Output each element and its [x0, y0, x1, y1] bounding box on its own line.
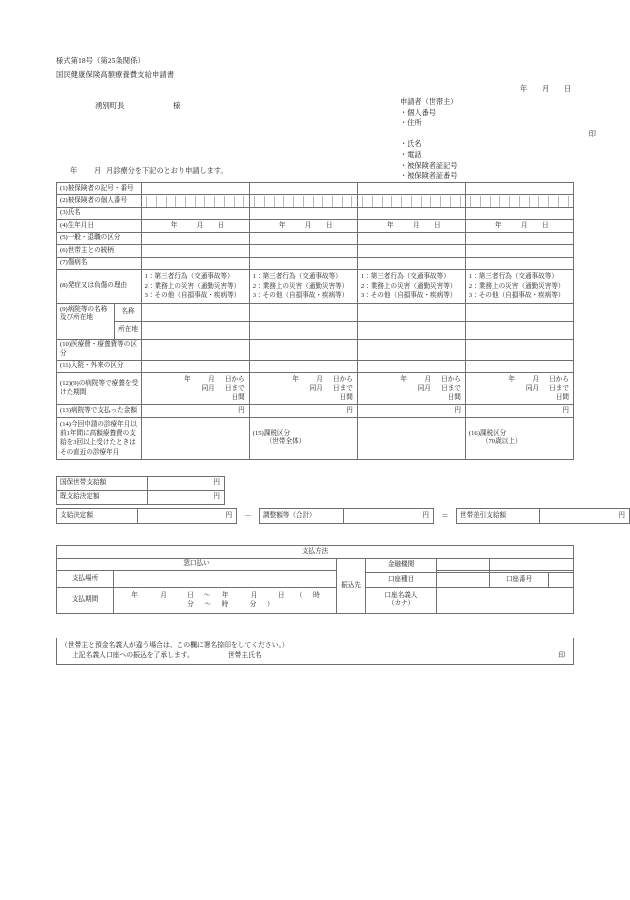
row6-col4[interactable]	[465, 245, 573, 257]
numcell[interactable]	[460, 196, 465, 207]
payment-place-label: 支払場所	[57, 571, 114, 587]
row4-col1[interactable]	[141, 220, 249, 232]
household-benefit-label: 国保世帯支給額	[57, 477, 148, 491]
reason-option-3[interactable]: 3：その他（自損事故・疾病等）	[144, 292, 241, 300]
row11-col3[interactable]	[357, 360, 465, 372]
numcell[interactable]	[402, 196, 412, 207]
table-row	[57, 257, 574, 269]
submission-date	[520, 84, 600, 94]
counter-payment-header: 窓口払い	[57, 558, 337, 571]
numcell[interactable]	[255, 196, 265, 207]
numcell[interactable]	[303, 196, 313, 207]
row6-col3[interactable]	[357, 245, 465, 257]
table-row	[57, 587, 574, 614]
form-title: 国民健康保険高額療養費支給申請書	[56, 71, 175, 79]
bank-branch-input-a[interactable]	[490, 558, 574, 571]
row7-col3[interactable]	[357, 257, 465, 269]
reason-option-2[interactable]: 2：業務上の災害（通勤災害等）	[468, 282, 565, 290]
row-label-9: (9)病院等の名称及び所在地	[57, 303, 115, 339]
numcell[interactable]	[176, 196, 186, 207]
table-row	[57, 546, 574, 559]
numcell[interactable]	[352, 196, 357, 207]
row7-col1[interactable]	[141, 257, 249, 269]
birth-month-label: 月	[196, 221, 204, 229]
row3-col4[interactable]	[465, 207, 573, 219]
application-table	[56, 182, 574, 460]
row5-col4[interactable]	[465, 232, 573, 244]
hospital-name-sublabel: 名称	[115, 303, 141, 321]
table-row	[57, 373, 574, 405]
tax-division-over70: (16)課税区分 （70歳以上）	[465, 418, 573, 459]
row9-addr-col2[interactable]	[249, 321, 357, 339]
row6-col2[interactable]	[249, 245, 357, 257]
calculation-row	[56, 508, 630, 524]
yen-unit: 円	[562, 407, 569, 415]
applicant-field-insurance-number: ・被保険者証番号	[400, 172, 458, 181]
applicant-spacer	[400, 129, 600, 140]
row14-col1[interactable]	[141, 418, 249, 459]
row9-name-col2[interactable]	[249, 303, 357, 321]
adjustment-label: 調整額等（合計）	[260, 509, 344, 524]
row9-addr-col4[interactable]	[465, 321, 573, 339]
birth-year-label: 年	[170, 221, 178, 229]
numcell[interactable]	[392, 196, 402, 207]
transfer-destination-label: 振込先	[337, 558, 366, 614]
numcell[interactable]	[500, 196, 510, 207]
row12-col3-period[interactable]: 年 月 日から 同月 日まで 日間	[357, 373, 465, 405]
row2-col3-numgrid[interactable]	[357, 195, 465, 207]
reason-option-1[interactable]: 1：第三者行為（交通事故等）	[468, 273, 558, 281]
numcell[interactable]	[185, 196, 195, 207]
number-grid	[466, 196, 573, 207]
reason-option-1[interactable]: 1：第三者行為（交通事故等）	[252, 273, 342, 281]
row-label-13: (13)病院等で支払った金額	[57, 405, 142, 418]
row9-name-col1[interactable]	[141, 303, 249, 321]
addressee-mayor: 湧別町長	[95, 101, 125, 110]
numcell[interactable]	[549, 196, 559, 207]
account-number-label: 口座番号	[490, 573, 549, 587]
row13-col3[interactable]	[357, 405, 465, 418]
numcell[interactable]	[558, 196, 568, 207]
row-label-5: (5)一般・退職の区分	[57, 232, 142, 244]
reason-option-2[interactable]: 2：業務上の災害（通勤災害等）	[360, 282, 457, 290]
row-label-6: (6)世帯主との続柄	[57, 245, 142, 257]
account-holder-input[interactable]	[437, 587, 574, 614]
already-paid-value[interactable]: 円	[148, 491, 225, 505]
account-holder-label: 口座名義人 （カナ）	[366, 587, 437, 614]
table-row	[57, 339, 574, 360]
numcell[interactable]	[411, 196, 421, 207]
numcell[interactable]	[421, 196, 431, 207]
reason-option-3[interactable]: 3：その他（自損事故・疾病等）	[468, 292, 565, 300]
row9-addr-col1[interactable]	[141, 321, 249, 339]
row9-name-col3[interactable]	[357, 303, 465, 321]
table-row	[57, 232, 574, 244]
row5-col2[interactable]	[249, 232, 357, 244]
note-householder-name-label: 世帯主氏名	[227, 651, 262, 659]
row8-col2-reasons[interactable]	[249, 270, 357, 304]
net-benefit-label: 世帯差引支給額	[456, 509, 539, 524]
row10-col3[interactable]	[357, 339, 465, 360]
numcell[interactable]	[166, 196, 176, 207]
numcell[interactable]	[363, 196, 373, 207]
declaration-line	[70, 166, 228, 176]
numcell[interactable]	[205, 196, 215, 207]
numcell[interactable]	[244, 196, 249, 207]
date-year-label: 年	[520, 85, 528, 93]
minus-operator: －	[244, 511, 252, 521]
reason-option-2[interactable]: 2：業務上の災害（通勤災害等）	[252, 282, 349, 290]
decided-amount-value[interactable]: 円	[138, 509, 237, 524]
row11-col2[interactable]	[249, 360, 357, 372]
number-grid	[250, 196, 357, 207]
numcell[interactable]	[332, 196, 342, 207]
numcell[interactable]	[372, 196, 382, 207]
applicant-field-insurance-symbol: ・被保険者証記号	[400, 161, 458, 170]
row4-col2[interactable]: 年 月 日	[249, 220, 357, 232]
numcell[interactable]	[195, 196, 205, 207]
numcell[interactable]	[539, 196, 549, 207]
row13-col4[interactable]	[465, 405, 573, 418]
reason-option-3[interactable]: 3：その他（自損事故・疾病等）	[252, 292, 349, 300]
equals-operator: ＝	[441, 511, 449, 521]
applicant-block	[400, 97, 600, 182]
row8-col1-reasons[interactable]	[141, 270, 249, 304]
table-row	[57, 303, 574, 321]
row8-col4-reasons[interactable]	[465, 270, 573, 304]
transfer-consent-note	[56, 638, 574, 665]
applicant-field-phone: ・電話	[400, 150, 422, 159]
date-day-label: 日	[564, 85, 572, 93]
date-month-label: 月	[542, 85, 550, 93]
table-row	[57, 245, 574, 257]
row-label-1: (1)被保険者の記号・番号	[57, 183, 142, 195]
row10-col4[interactable]	[465, 339, 573, 360]
row-label-14: (14)今回申請の診療年月以前1年間に高額療養費の支給を3回以上受けたときはその直近の診療年月	[57, 418, 142, 459]
applicant-field-name: ・氏名	[400, 140, 422, 149]
numcell[interactable]	[323, 196, 333, 207]
row3-col2[interactable]	[249, 207, 357, 219]
payment-period-input[interactable]: 年 月 日 ～ 年 月 日 （ 時分 ～ 時 分 ）	[114, 587, 337, 614]
row-label-12: (12)(9)の病院等で療養を受けた期間	[57, 373, 142, 405]
numcell[interactable]	[519, 196, 529, 207]
payment-method-title: 支払方法	[57, 546, 574, 559]
row1-col2[interactable]	[249, 183, 357, 195]
table-row	[57, 418, 574, 459]
row7-col2[interactable]	[249, 257, 357, 269]
numcell[interactable]	[481, 196, 491, 207]
row5-col1[interactable]	[141, 232, 249, 244]
numcell[interactable]	[234, 196, 244, 207]
row-label-10: (10)医療費・療養費等の区分	[57, 339, 142, 360]
table-row	[57, 183, 574, 195]
numcell[interactable]	[342, 196, 352, 207]
reason-option-2[interactable]: 2：業務上の災害（通勤災害等）	[144, 282, 241, 290]
payment-period-label: 支払期間	[57, 587, 114, 614]
row9-addr-col3[interactable]	[357, 321, 465, 339]
row4-col4[interactable]: 年 月 日	[465, 220, 573, 232]
row3-col1[interactable]	[141, 207, 249, 219]
numcell[interactable]	[568, 196, 573, 207]
numcell[interactable]	[264, 196, 274, 207]
tax-division-household: (15)課税区分 （世帯全体）	[249, 418, 357, 459]
row11-col1[interactable]	[141, 360, 249, 372]
row8-col3-reasons[interactable]	[357, 270, 465, 304]
row9-name-col4[interactable]	[465, 303, 573, 321]
numcell[interactable]	[215, 196, 225, 207]
numcell[interactable]	[529, 196, 539, 207]
household-benefit-value[interactable]: 円	[148, 477, 225, 491]
payment-place-input[interactable]	[114, 571, 337, 587]
row5-col3[interactable]	[357, 232, 465, 244]
table-row	[57, 360, 574, 372]
numcell[interactable]	[147, 196, 157, 207]
row10-col2[interactable]	[249, 339, 357, 360]
yen-unit: 円	[346, 407, 353, 415]
row10-col1[interactable]	[141, 339, 249, 360]
table-row	[57, 405, 574, 418]
reason-option-1[interactable]: 1：第三者行為（交通事故等）	[360, 273, 450, 281]
number-grid	[142, 196, 249, 207]
numcell[interactable]	[284, 196, 294, 207]
declaration-month: 月	[94, 167, 102, 175]
row12-col2-period[interactable]: 年 月 日から 同月 日まで 日間	[249, 373, 357, 405]
net-benefit-value[interactable]: 円	[540, 509, 630, 524]
row2-col1-numgrid[interactable]	[141, 195, 249, 207]
row-label-4: (4)生年月日	[57, 220, 142, 232]
row13-col2[interactable]	[249, 405, 357, 418]
row-label-8: (8)発症又は負傷の理由	[57, 270, 142, 304]
decided-amount-label: 支給決定額	[57, 509, 138, 524]
row1-col4[interactable]	[465, 183, 573, 195]
row6-col1[interactable]	[141, 245, 249, 257]
row14-col3[interactable]	[357, 418, 465, 459]
row11-col4[interactable]	[465, 360, 573, 372]
table-row	[57, 477, 225, 491]
yen-unit: 円	[238, 407, 245, 415]
account-type-label: 口座種目	[366, 573, 437, 587]
table-row	[57, 491, 225, 505]
reason-option-3[interactable]: 3：その他（自損事故・疾病等）	[360, 292, 457, 300]
bank-name-input-a[interactable]	[437, 558, 490, 571]
row-label-11: (11)入院・外来の区分	[57, 360, 142, 372]
numcell[interactable]	[431, 196, 441, 207]
numcell[interactable]	[490, 196, 500, 207]
numcell[interactable]	[441, 196, 451, 207]
table-row	[57, 509, 630, 524]
already-paid-label: 既支給決定額	[57, 491, 148, 505]
bank-institution-label: 金融機関	[366, 558, 437, 572]
row7-col4[interactable]	[465, 257, 573, 269]
table-row	[57, 207, 574, 219]
applicant-seal-mark: 印	[588, 129, 596, 138]
account-type-input[interactable]	[437, 573, 490, 587]
hospital-address-sublabel: 所在地	[115, 321, 141, 339]
table-row	[57, 558, 574, 571]
numcell[interactable]	[294, 196, 304, 207]
note-line-2: 印 上記名義人口座への振込を了承します。 世帯主氏名	[61, 651, 569, 661]
row1-col3[interactable]	[357, 183, 465, 195]
row13-col1[interactable]	[141, 405, 249, 418]
row2-col4-numgrid[interactable]	[465, 195, 573, 207]
row-label-2: (2)被保険者の個人番号	[57, 195, 142, 207]
payment-method-table	[56, 545, 574, 614]
table-row	[57, 195, 574, 207]
numcell[interactable]	[382, 196, 392, 207]
numcell[interactable]	[156, 196, 166, 207]
row1-col1[interactable]	[141, 183, 249, 195]
declaration-year: 年	[70, 167, 78, 175]
row12-col4-period[interactable]: 年 月 日から 同月 日まで 日間	[465, 373, 573, 405]
row-label-3: (3)氏名	[57, 207, 142, 219]
numcell[interactable]	[510, 196, 520, 207]
declaration-text: 月診療分を下記のとおり申請します。	[106, 167, 228, 175]
note-line-1: （世帯主と預金名義人が違う場合は、この欄に署名捺印をしてください。）	[61, 641, 289, 649]
office-amount-table	[56, 476, 225, 505]
numcell[interactable]	[471, 196, 481, 207]
row12-col1-period[interactable]: 年 月 日から 同月 日まで 日間	[141, 373, 249, 405]
row3-col3[interactable]	[357, 207, 465, 219]
reason-option-1[interactable]: 1：第三者行為（交通事故等）	[144, 273, 234, 281]
applicant-field-my-number: ・個人番号	[400, 108, 436, 117]
row2-col2-numgrid[interactable]	[249, 195, 357, 207]
addressee	[95, 100, 180, 111]
birth-day-label: 日	[217, 221, 225, 229]
numcell[interactable]	[274, 196, 284, 207]
addressee-honorific: 様	[173, 101, 181, 110]
form-code: 様式第18号（第25条関係）	[56, 57, 146, 65]
adjustment-value[interactable]: 円	[344, 509, 434, 524]
number-grid	[358, 196, 465, 207]
numcell[interactable]	[224, 196, 234, 207]
note-seal-mark: 印	[558, 651, 565, 659]
row-label-7: (7)傷病名	[57, 257, 142, 269]
table-row	[57, 220, 574, 232]
yen-unit: 円	[454, 407, 461, 415]
table-row	[57, 321, 574, 339]
numcell[interactable]	[313, 196, 323, 207]
row4-col3[interactable]: 年 月 日	[357, 220, 465, 232]
table-row	[57, 270, 574, 304]
applicant-title: 申請者（世帯主）	[400, 98, 458, 106]
numcell[interactable]	[450, 196, 460, 207]
applicant-field-address: ・住所	[400, 119, 422, 128]
account-number-input[interactable]	[549, 573, 574, 587]
